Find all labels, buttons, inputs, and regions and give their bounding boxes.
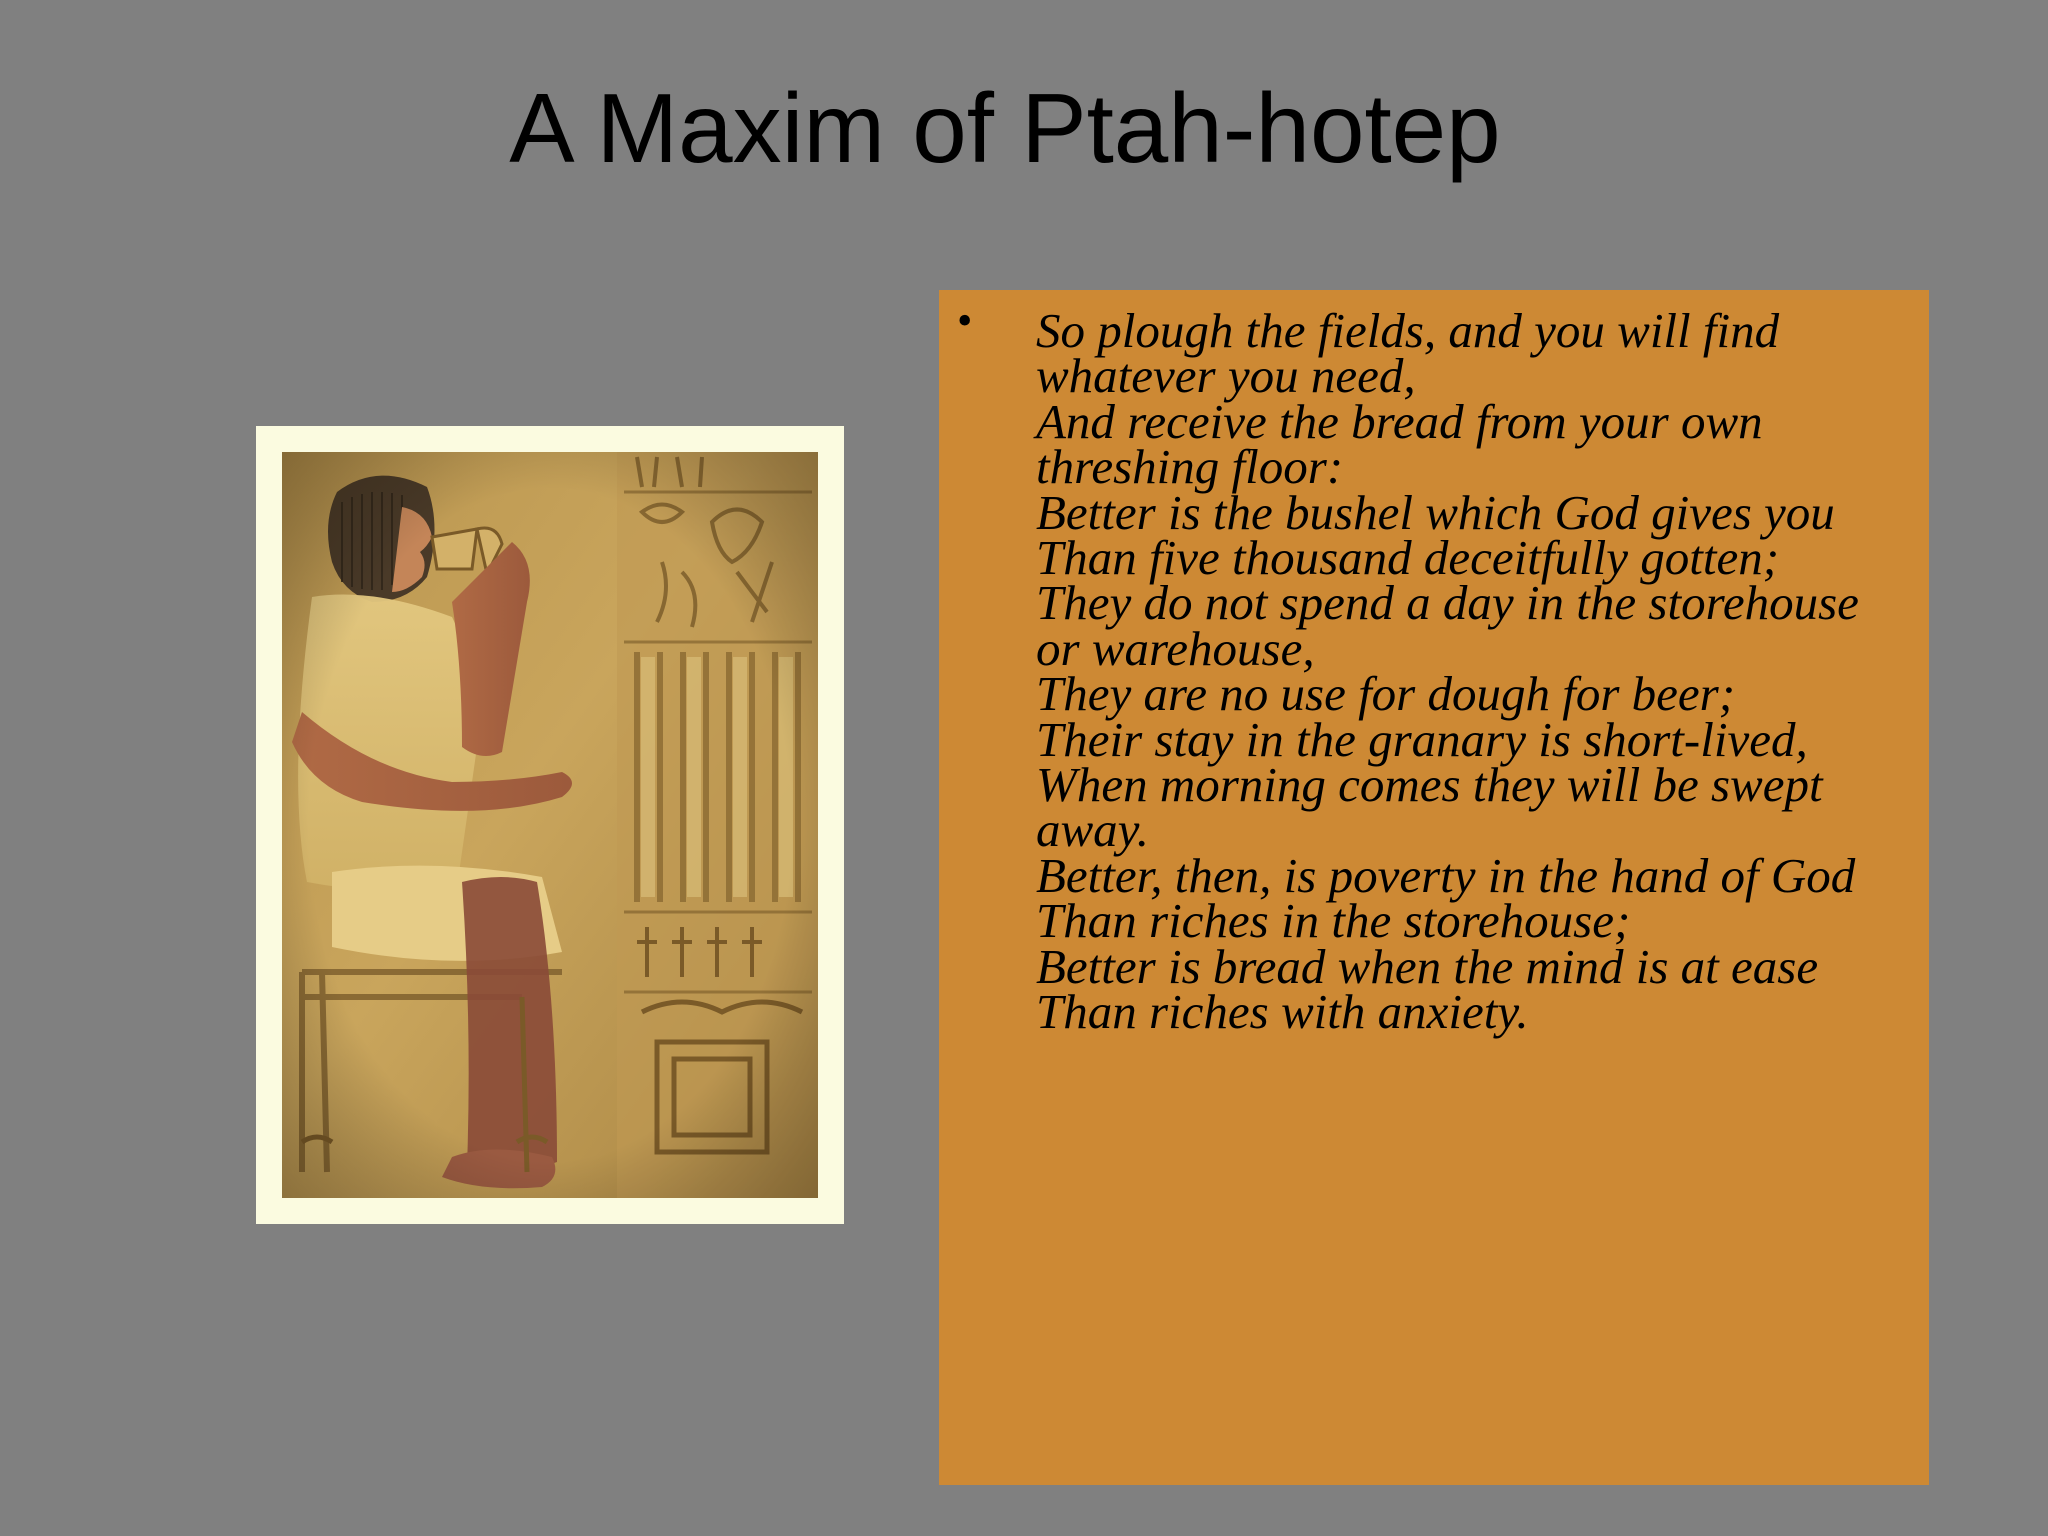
poem-line: whatever you need,: [1036, 348, 1416, 404]
poem-line: They do not spend a day in the storehouse: [1036, 575, 1859, 631]
slide-title: A Maxim of Ptah-hotep: [509, 73, 1501, 183]
poem-line: Than riches with anxiety.: [1036, 984, 1529, 1040]
poem-lines: [1036, 303, 1916, 1040]
egyptian-relief-image: [256, 426, 844, 1224]
poem-line: Than riches in the storehouse;: [1036, 893, 1631, 949]
poem-line: When morning comes they will be swept: [1036, 757, 1823, 813]
relief-illustration: [282, 452, 818, 1198]
poem-line: Better, then, is poverty in the hand of God: [1036, 847, 1856, 903]
bullet-point: •: [957, 296, 973, 345]
poem-line: They are no use for dough for beer;: [1036, 666, 1736, 722]
poem-line: Better is bread when the mind is at ease: [1036, 938, 1819, 994]
poem-line: Their stay in the granary is short-lived,: [1036, 711, 1808, 767]
poem-line: threshing floor:: [1036, 439, 1344, 495]
poem-line: or warehouse,: [1036, 620, 1315, 676]
poem-text-panel: [939, 290, 1929, 1485]
poem-line: away.: [1036, 802, 1149, 858]
poem-line: Than five thousand deceitfully gotten;: [1036, 530, 1780, 586]
poem-line: And receive the bread from your own: [1036, 393, 1763, 449]
poem-line: Better is the bushel which God gives you: [1036, 484, 1835, 540]
poem-line: So plough the fields, and you will find: [1036, 303, 1780, 358]
